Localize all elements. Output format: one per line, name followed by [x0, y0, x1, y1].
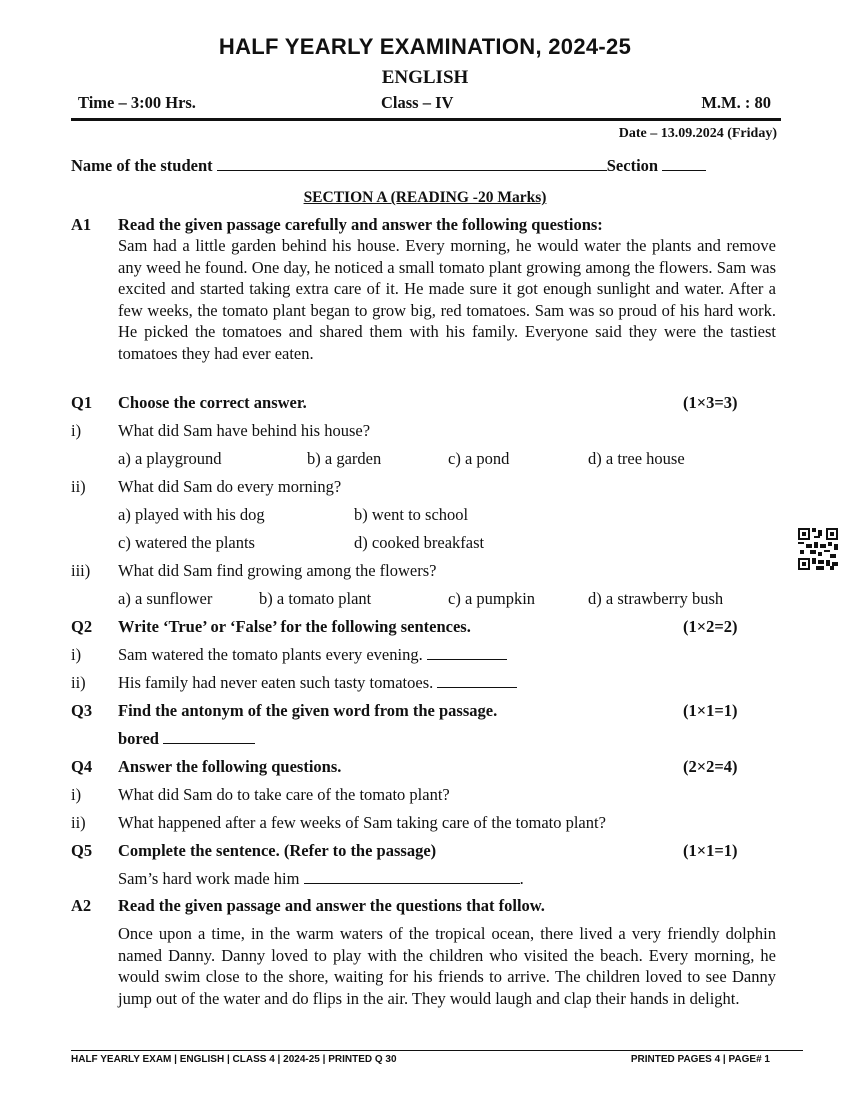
option[interactable]: d) a strawberry bush — [588, 589, 724, 608]
q3-marks: (1×1=1) — [683, 701, 738, 720]
item-number: ii) — [71, 813, 86, 832]
option[interactable]: a) a playground — [118, 449, 222, 468]
question-item — [71, 812, 781, 834]
q2-text: Write ‘True’ or ‘False’ for the following sentences. — [118, 617, 471, 636]
q2-label: Q2 — [71, 617, 93, 636]
header-rule — [71, 118, 781, 121]
q5-end: . — [519, 869, 524, 888]
answer-blank[interactable] — [304, 869, 520, 884]
item-number: i) — [71, 785, 82, 804]
time: Time – 3:00 Hrs. — [78, 93, 196, 112]
q5-marks: (1×1=1) — [683, 841, 738, 860]
option[interactable]: b) went to school — [354, 505, 469, 524]
answer-blank[interactable] — [437, 673, 517, 688]
exam-title: HALF YEARLY EXAMINATION, 2024-25 — [218, 34, 632, 59]
options-row — [71, 504, 781, 526]
name-label: Name of the student — [71, 156, 213, 175]
item-number: i) — [71, 421, 82, 440]
q3-word: bored — [118, 729, 159, 748]
q3-text: Find the antonym of the given word from the passage. — [118, 701, 498, 720]
student-name-line — [71, 156, 706, 176]
q5-label: Q5 — [71, 841, 93, 860]
option[interactable]: c) watered the plants — [118, 533, 255, 552]
options-row — [71, 532, 781, 554]
item-text: What happened after a few weeks of Sam taking care of the tomato plant? — [118, 813, 606, 832]
q1-text: Choose the correct answer. — [118, 393, 307, 412]
q4-heading — [71, 756, 781, 778]
section-blank[interactable] — [662, 156, 706, 171]
q4-marks: (2×2=4) — [683, 757, 738, 776]
section-label: Section — [606, 156, 659, 175]
a2-heading — [71, 895, 781, 917]
q2-heading — [71, 616, 781, 638]
question-item — [71, 672, 781, 694]
option[interactable]: c) a pumpkin — [448, 589, 536, 608]
question-item — [71, 476, 781, 498]
q4-text: Answer the following questions. — [118, 757, 342, 776]
a1-instruction: Read the given passage carefully and answer the following questions: — [118, 215, 603, 234]
q1-marks: (1×3=3) — [683, 393, 738, 412]
q5-heading — [71, 840, 781, 862]
a1-passage: Sam had a little garden behind his house. Every morning, he would water the plants and remove any weed he found. One day, he noticed a small tomato plant growing among the flowers. Sam was excited and started taking extra care of it. He made sure it got enough sunlight and water. After a few weeks, the tomato plant began to grow big, red tomatoes. Sam was so proud of his hard work. He picked the tomatoes and shared them with his family. Everyone said they were the tastiest tomatoes they had ever eaten. — [118, 236, 776, 363]
item-number: ii) — [71, 477, 86, 496]
q5-text: Complete the sentence. (Refer to the passage) — [118, 841, 437, 860]
answer-blank[interactable] — [427, 645, 507, 660]
qr-code-icon — [798, 528, 838, 570]
question-item — [71, 644, 781, 666]
a1-label: A1 — [71, 215, 92, 234]
option[interactable]: b) a garden — [307, 449, 382, 468]
item-text: What did Sam have behind his house? — [118, 421, 371, 440]
subject-title: ENGLISH — [381, 67, 469, 88]
name-blank[interactable] — [217, 156, 607, 171]
section-a-heading: SECTION A (READING -20 Marks) — [303, 189, 547, 206]
a2-instruction: Read the given passage and answer the questions that follow. — [118, 896, 545, 915]
q5-sentence: Sam’s hard work made him — [118, 869, 300, 888]
option[interactable]: a) played with his dog — [118, 505, 265, 524]
answer-blank[interactable] — [163, 729, 255, 744]
item-number: ii) — [71, 673, 86, 692]
item-number: i) — [71, 645, 82, 664]
item-text: What did Sam find growing among the flowers? — [118, 561, 437, 580]
option[interactable]: c) a pond — [448, 449, 510, 468]
exam-date: Date – 13.09.2024 (Friday) — [618, 126, 777, 141]
item-number: iii) — [71, 561, 91, 580]
q3-word-row — [71, 728, 781, 750]
footer-left: HALF YEARLY EXAM | ENGLISH | CLASS 4 | 2024-25 | PRINTED Q 30 — [71, 1054, 397, 1065]
q3-heading — [71, 700, 781, 722]
options-row — [71, 588, 781, 610]
max-marks: M.M. : 80 — [701, 93, 771, 112]
q2-marks: (1×2=2) — [683, 617, 738, 636]
option[interactable]: a) a sunflower — [118, 589, 213, 608]
q4-label: Q4 — [71, 757, 93, 776]
option[interactable]: b) a tomato plant — [259, 589, 372, 608]
a2-label: A2 — [71, 896, 92, 915]
footer-rule — [71, 1050, 803, 1051]
question-item — [71, 420, 781, 442]
class: Class – IV — [381, 93, 454, 112]
a1-heading — [71, 214, 781, 236]
option[interactable]: d) cooked breakfast — [354, 533, 485, 552]
option[interactable]: d) a tree house — [588, 449, 685, 468]
options-row — [71, 448, 781, 470]
q5-sentence-row — [71, 868, 781, 890]
footer-right: PRINTED PAGES 4 | PAGE# 1 — [630, 1054, 770, 1065]
item-text: His family had never eaten such tasty tomatoes. — [118, 673, 434, 692]
item-text: What did Sam do every morning? — [118, 477, 342, 496]
q3-label: Q3 — [71, 701, 93, 720]
a2-passage: Once upon a time, in the warm waters of the tropical ocean, there lived a very friendly dolphin named Danny. Danny loved to play with the children who visited the beach. Every morning, he would swim close to the shore, waiting for his friends to arrive. The children loved to see Danny jump out of the water and do flips in the air. They would laugh and clap their hands in delight. — [118, 924, 776, 1008]
item-text: Sam watered the tomato plants every evening. — [118, 645, 423, 664]
question-item — [71, 560, 781, 582]
item-text: What did Sam do to take care of the tomato plant? — [118, 785, 450, 804]
question-item — [71, 784, 781, 806]
q1-label: Q1 — [71, 393, 93, 412]
q1-heading — [71, 392, 781, 414]
